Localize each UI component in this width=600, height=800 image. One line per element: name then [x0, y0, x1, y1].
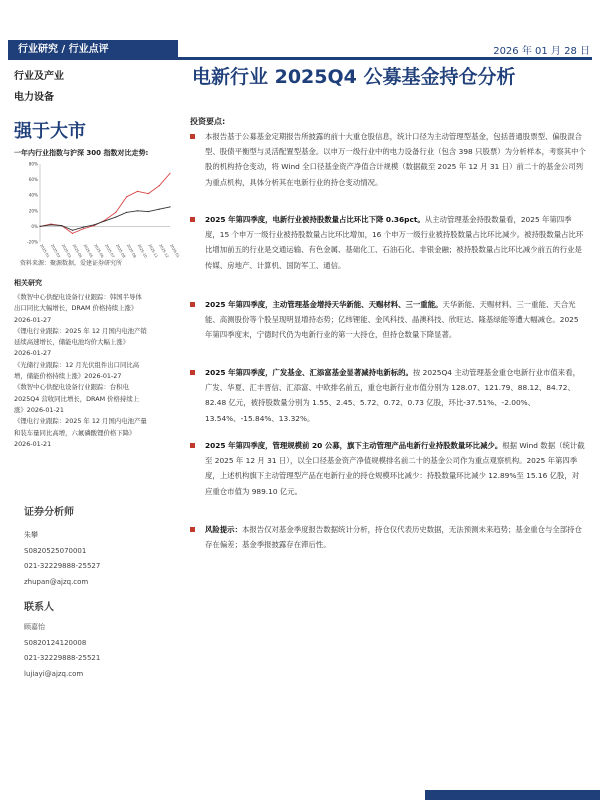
related-research-line: 《数智中心供配电设备行业跟踪：台积电 [14, 383, 130, 392]
analyst-license: S0820525070001 [24, 546, 87, 555]
related-research-line: 《数智中心供配电设备行业跟踪：韩国半导体 [14, 293, 142, 301]
data-point [72, 230, 73, 231]
index-comparison-chart [14, 160, 181, 260]
data-point [126, 196, 127, 197]
rating-label: 强于大市 [14, 121, 86, 142]
key-point-paragraph: 2025 年第四季度，电新行业被持股数量占比环比下降 0.36pct。从主动管理基金持股数量看，2025 年第四季度，15 个申万一级行业被持股数量占比环比增加，16 个申万一级行业被持股数量占比环比减少。被持股数量占比环比增加前五的行业是交通运输、有色金属、基础化工、石油石化、非银金融；被持股数量占比环比减少前五的行业是传媒、房地产、计算机、国防军工、通信。 [190, 212, 586, 273]
data-point [169, 173, 170, 174]
bullet-icon [190, 302, 195, 307]
x-tick-label: 2025-05 [82, 243, 94, 259]
related-research-line: 延续高速增长，储能电池均价大幅上涨》 [14, 338, 130, 347]
related-research-line: 和装车量同比高增，六氟磷酸锂价格下降》 [14, 428, 136, 437]
y-tick-label: 80% [28, 161, 38, 167]
contact-heading: 联系人 [24, 602, 54, 613]
data-point [50, 224, 51, 225]
data-point [159, 209, 160, 210]
y-tick-label: 40% [28, 192, 38, 198]
related-research-heading: 相关研究 [14, 279, 42, 287]
industry-label: 行业及产业 [14, 71, 64, 82]
bullet-icon [190, 527, 195, 532]
related-research-line: 涨》2026-01-21 [14, 405, 64, 414]
contact-email: lujiayi@ajzq.com [24, 669, 84, 678]
x-tick-label: 2025-08 [114, 243, 126, 259]
report-date: 2026 年 01 月 28 日 [493, 46, 590, 57]
key-points-heading: 投资要点: [190, 117, 226, 126]
report-topbar [0, 40, 600, 60]
x-tick-label: 2025-02 [49, 243, 61, 259]
related-research-line: 2026-01-27 [14, 315, 52, 324]
y-tick-label: 60% [28, 177, 38, 183]
data-point [159, 185, 160, 186]
data-point [126, 212, 127, 213]
related-research-line: 2026-01-21 [14, 439, 52, 448]
key-point-paragraph: 2025 年第四季度，广发基金、汇添富基金显著减持电新标的。按 2025Q4 主动管理基金重仓电新行业市值来看，广发、华夏、汇丰晋信、汇添富、中欧排名前五，重仓电新行业市值分别为 128.07、121.79、88.12、84.72、82.48 亿元，被持股数量分别为 1.55、2.45、5.72、0.72、0.73 亿股，环比-37.51%、-2.00%、13.54%、-15.84%、13.32%。 [190, 365, 586, 426]
header-rule [178, 57, 592, 60]
x-tick-label: 2025-12 [158, 243, 170, 259]
x-tick-label: 2025-11 [147, 243, 159, 259]
report-title: 电新行业 2025Q4 公募基金持仓分析 [192, 66, 516, 88]
data-point [83, 228, 84, 229]
series-line [40, 207, 170, 230]
x-tick-label: 2025-01 [39, 243, 51, 259]
bullet-icon [190, 370, 195, 375]
related-research-line: 2025Q4 营收同比增长，DRAM 价格持续上 [14, 394, 140, 403]
footer-bar [425, 790, 600, 800]
x-tick-label: 2025-10 [136, 243, 148, 259]
y-tick-label: 0% [31, 223, 38, 229]
data-point [94, 224, 95, 225]
related-research-line: 增，储能价格持续上涨》2026-01-27 [14, 372, 122, 381]
chart-source: 资料来源：聚源数据，爱建证券研究所 [20, 260, 123, 267]
key-point-paragraph: 2025 年第四季度，管理规模前 20 公募，旗下主动管理产品电新行业持股数量环比减少。根据 Wind 数据（统计截至 2025 年 12 月 31 日），以全口径基金资产净值规模排名前二十的基金公司作为重点观察机构。2025 年第四季度，上述机构旗下主动管理型产品在电新行业的持仓规模环比减少：持股数量环比减少 12.89%至 15.16 亿股，对应重仓市值为 989.10 亿元。 [190, 438, 586, 499]
data-point [115, 216, 116, 217]
data-point [137, 191, 138, 192]
data-point [72, 233, 73, 234]
analyst-email: zhupan@ajzq.com [24, 577, 89, 586]
related-research-line: 《光储行业跟踪：12 月光伏组件出口同比高 [14, 360, 140, 369]
data-point [169, 206, 170, 207]
analyst-name: 朱攀 [24, 531, 38, 539]
key-point-paragraph: 本报告基于公募基金定期报告所披露的前十大重仓股信息，统计口径为主动管理型基金，包括普通股票型、偏股混合型、股债平衡型与灵活配置型基金。以申万一级行业中的电力设备行业（包含 398 只股票）为分析样本，考察其中个股的机构持仓变动，将 Wind 全口径基金资产净值合计规模（数据截至 2025 年 12 月 31 日）前二十的基金公司列为重点机构，具体分析其在电新行业的持仓变动情况。 [190, 129, 586, 190]
x-tick-label: 2025-06 [93, 243, 105, 259]
related-research-line: 出口同比大幅增长，DRAM 价格持续上涨》 [14, 304, 138, 313]
sub-industry: 电力设备 [14, 92, 54, 103]
bullet-icon [190, 134, 195, 139]
key-point-paragraph: 风险提示：本报告仅对基金季度报告数据统计分析，持仓仅代表历史数据，无法预测未来趋势；基金重仓与全部持仓存在偏差；基金季报披露存在滞后性。 [190, 522, 586, 552]
series-line [40, 173, 170, 233]
x-tick-label: 2025-03 [60, 243, 72, 259]
analyst-info [24, 528, 100, 590]
related-research-list [14, 292, 174, 450]
contact-phone: 021-32229888-25521 [24, 654, 101, 662]
data-point [83, 227, 84, 228]
data-point [39, 226, 40, 227]
x-tick-label: 2025-09 [125, 243, 137, 259]
x-tick-label: 2025-07 [104, 243, 116, 259]
bullet-icon [190, 217, 195, 222]
data-point [148, 193, 149, 194]
data-point [61, 225, 62, 226]
related-research-line: 2026-01-27 [14, 349, 52, 358]
key-point-paragraph: 2025 年第四季度，主动管理基金增持天华新能、天赐材料、三一重能。天华新能、天赐材料、三一重能、天合光能、高测股份等个股呈现明显增持态势；亿纬锂能、金风科技、晶澳科技、欣旺达、隆基绿能等遭大幅减仓。2025 年第四季度末，宁德时代仍为电新行业的第一大持仓，但持仓数量下降显著。 [190, 297, 586, 343]
x-tick-label: 2025-04 [71, 243, 83, 259]
bullet-icon [190, 443, 195, 448]
analyst-phone: 021-32229888-25527 [24, 562, 101, 570]
data-point [115, 212, 116, 213]
y-tick-label: -20% [27, 239, 38, 245]
report-category: 行业研究 / 行业点评 [8, 40, 178, 60]
related-research-line: 《锂电行业跟踪：2025 年 12 月国内电池产销 [14, 326, 147, 335]
contact-name: 顾嘉怡 [24, 623, 45, 631]
data-point [137, 210, 138, 211]
x-tick-label: 2026-01 [169, 243, 181, 259]
contact-license: S0820124120008 [24, 638, 87, 647]
chart-title: 一年内行业指数与沪深 300 指数对比走势: [14, 149, 149, 157]
contact-info [24, 620, 100, 682]
data-point [104, 220, 105, 221]
related-research-line: 《锂电行业跟踪：2025 年 12 月国内电池产量 [14, 417, 147, 426]
data-point [148, 211, 149, 212]
analyst-heading: 证券分析师 [24, 507, 74, 518]
y-tick-label: 20% [28, 208, 38, 214]
